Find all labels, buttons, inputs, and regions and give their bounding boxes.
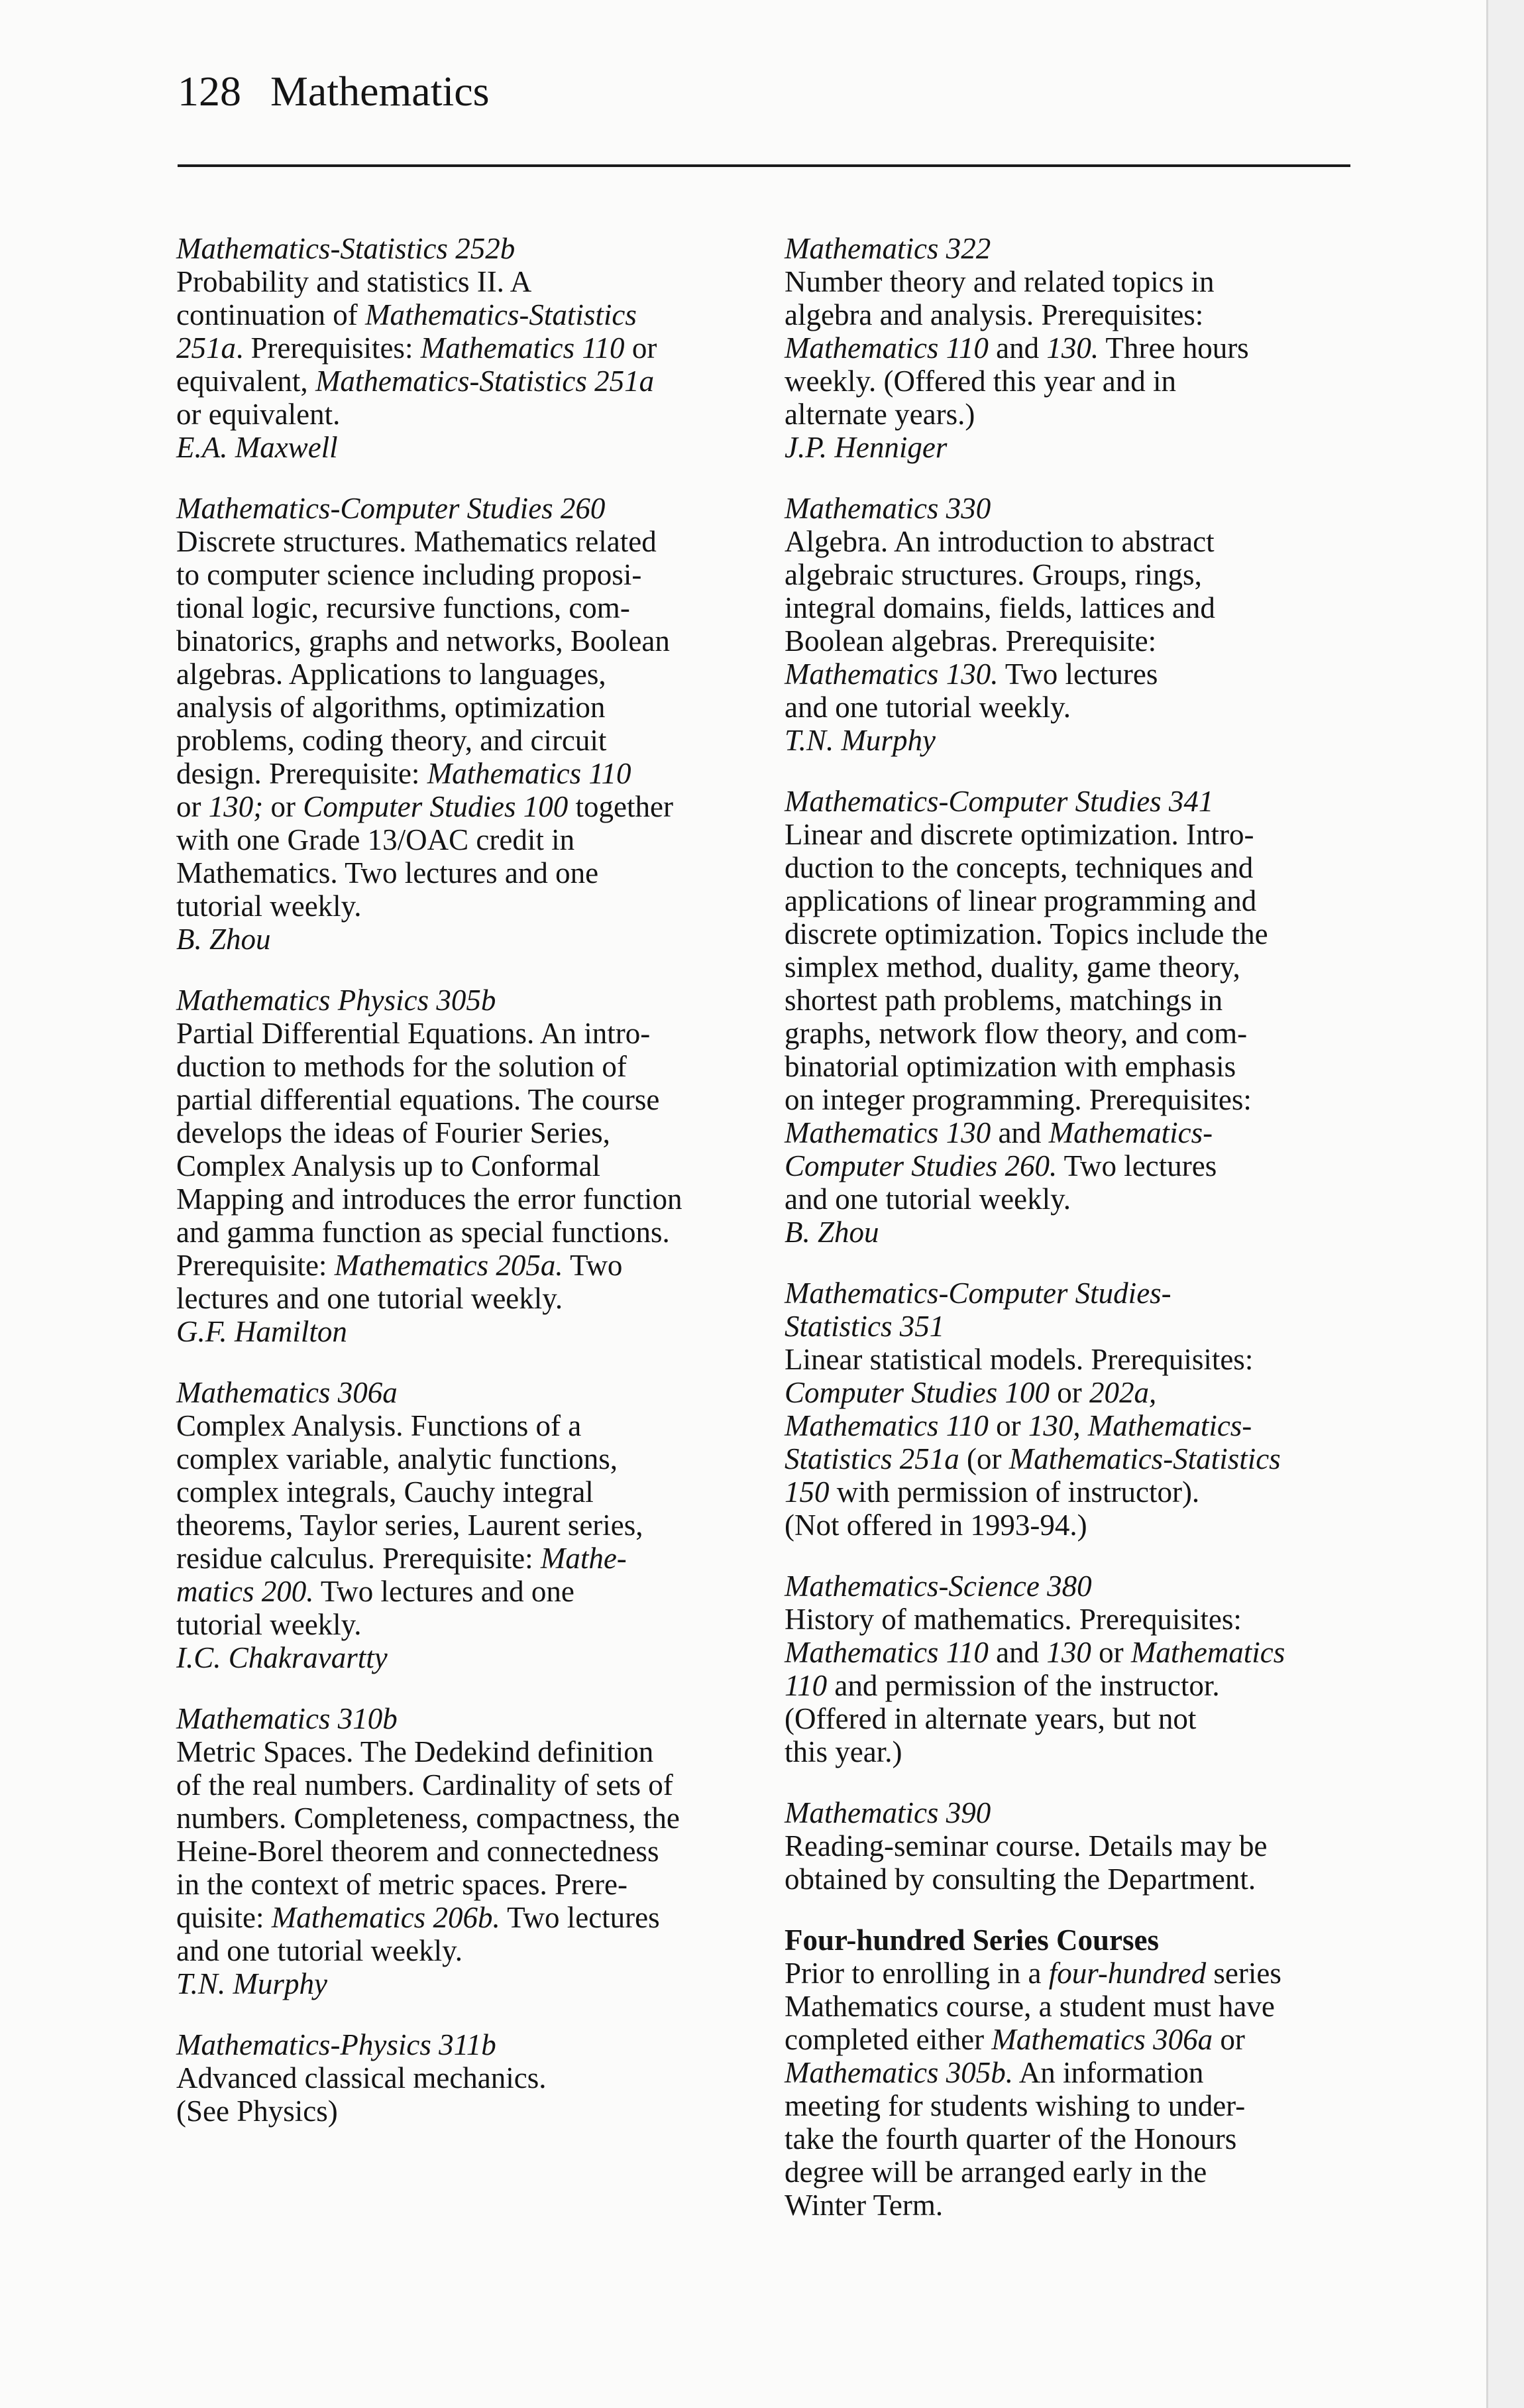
course-title: Mathematics 330 [785,492,991,525]
text-line [176,1575,746,1608]
course-title: Mathematics 322 [785,232,991,265]
text-run: Mathematics course, a student must have [785,1990,1275,2023]
text-line [176,1509,746,1542]
text-line [176,691,746,724]
course-description [176,1735,746,1967]
text-line [785,558,1354,591]
text-run: and [988,331,1047,365]
text-line [785,1050,1354,1083]
text-run: Partial Differential Equations. An intro- [176,1017,651,1050]
text-run: integral domains, fields, lattices and [785,591,1215,624]
text-line [785,2056,1354,2089]
italic-reference: Mathematics 110 [427,757,631,790]
text-run: equivalent, [176,365,315,398]
text-run: Two lectures and one [313,1575,574,1608]
text-line [176,889,746,923]
text-run: simplex method, duality, game theory, [785,950,1240,984]
course-instructor: T.N. Murphy [785,724,936,757]
text-run: tutorial weekly. [176,889,362,923]
text-run: continuation of [176,298,365,331]
course-entry [176,1702,746,2000]
section-body [785,1957,1354,2222]
text-run: and one tutorial weekly. [785,691,1071,724]
text-run: and one tutorial weekly. [176,1934,463,1967]
text-run: Boolean algebras. Prerequisite: [785,624,1157,658]
text-run: quisite: [176,1901,272,1934]
course-description [176,1409,746,1641]
text-line [785,818,1354,851]
text-run: Discrete structures. Mathematics related [176,525,657,558]
italic-reference: four-hundred [1048,1957,1207,1990]
right-column [785,232,1354,2250]
text-line [785,1603,1354,1636]
italic-reference: Mathematics-Statistics 251a [315,365,655,398]
course-description [176,265,746,431]
text-run: discrete optimization. Topics include the [785,917,1268,950]
section-heading: Four-hundred Series Courses [785,1923,1160,1957]
text-run: applications of linear programming and [785,884,1257,917]
italic-reference: Computer Studies 260. [785,1149,1058,1182]
text-run: series [1206,1957,1281,1990]
text-line [176,658,746,691]
text-line [785,1475,1354,1509]
course-entry [176,2028,746,2128]
text-line [785,624,1354,658]
course-entry [176,1376,746,1674]
text-run: and gamma function as special functions. [176,1216,670,1249]
italic-reference: Mathematics 110 [785,331,989,365]
text-run: duction to methods for the solution of [176,1050,627,1083]
text-run: tutorial weekly. [176,1608,362,1641]
text-run: take the fourth quarter of the Honours [785,2122,1237,2155]
text-line [176,1901,746,1934]
text-run: or [1050,1376,1089,1409]
text-run: complex variable, analytic functions, [176,1442,618,1475]
text-run: (Offered in alternate years, but not [785,1702,1197,1735]
text-line [785,984,1354,1017]
course-title: Mathematics-Computer Studies- Statistics 351 [785,1277,1171,1343]
text-run: Prerequisite: [176,1249,335,1282]
text-line [176,1735,746,1768]
text-run: Advanced classical mechanics. [176,2061,547,2094]
text-line [176,823,746,856]
text-run: on integer programming. Prerequisites: [785,1083,1252,1116]
course-entry [785,1277,1354,1542]
text-run: Linear statistical models. Prerequisites: [785,1343,1254,1376]
text-line [176,1768,746,1802]
left-column [176,232,746,2155]
course-description [785,525,1354,724]
italic-reference: Mathematics 110 [420,331,625,365]
course-entry [785,232,1354,464]
text-run: obtained by consulting the Department. [785,1863,1256,1896]
text-line [785,1017,1354,1050]
text-line [176,365,746,398]
italic-reference: matics 200. [176,1575,314,1608]
text-run: (or [959,1442,1009,1475]
text-line [785,917,1354,950]
text-line [785,884,1354,917]
text-line [785,1829,1354,1863]
text-line [176,2094,746,2128]
text-line [785,1509,1354,1542]
italic-reference: 150 [785,1475,830,1509]
text-run: Three hours [1099,331,1249,365]
course-entry [785,1796,1354,1896]
text-line [176,1249,746,1282]
text-line [176,265,746,298]
text-line [176,1608,746,1641]
text-line [785,1990,1354,2023]
text-line [785,591,1354,624]
text-run: Complex Analysis. Functions of a [176,1409,582,1442]
text-line [176,1050,746,1083]
text-line [785,1735,1354,1768]
text-run: Two [563,1249,623,1282]
text-run: in the context of metric spaces. Prere- [176,1868,627,1901]
text-line [785,851,1354,884]
text-run: Linear and discrete optimization. Intro- [785,818,1254,851]
italic-reference: Mathematics 110 [785,1636,989,1669]
text-line [176,724,746,757]
text-run: Heine-Borel theorem and connectedness [176,1835,659,1868]
text-run: Two lectures [1057,1149,1217,1182]
italic-reference: 110 [785,1669,828,1702]
course-title: Mathematics-Science 380 [785,1570,1092,1603]
text-run: weekly. (Offered this year and in [785,365,1177,398]
text-run: or [988,1409,1028,1442]
text-line [176,1083,746,1116]
text-line [785,1343,1354,1376]
text-run: or [1091,1636,1131,1669]
course-instructor: T.N. Murphy [176,1967,327,2000]
text-line [176,1182,746,1216]
page-header [178,70,490,113]
text-run: complex integrals, Cauchy integral [176,1475,594,1509]
text-line [785,1376,1354,1409]
text-run: to computer science including proposi- [176,558,642,591]
text-run: algebraic structures. Groups, rings, [785,558,1202,591]
text-line [785,950,1354,984]
course-description [785,265,1354,431]
course-description [785,1343,1354,1542]
text-line [176,757,746,790]
text-line [785,365,1354,398]
text-line [176,558,746,591]
course-description [176,525,746,923]
text-line [785,658,1354,691]
course-title: Mathematics 310b [176,1702,398,1735]
text-line [785,1083,1354,1116]
text-run: completed either [785,2023,992,2056]
text-line [176,1442,746,1475]
text-run: and permission of the instructor. [827,1669,1220,1702]
course-instructor: G.F. Hamilton [176,1315,347,1348]
text-line [176,790,746,823]
text-run: . Prerequisites: [236,331,421,365]
italic-reference: 130 [1046,1636,1091,1669]
text-line [785,525,1354,558]
page-number: 128 [178,68,241,115]
text-line [176,1835,746,1868]
text-run: Winter Term. [785,2189,944,2222]
header-rule [178,164,1350,167]
text-run: and one tutorial weekly. [785,1182,1071,1216]
course-description [176,2061,746,2128]
text-line [785,2023,1354,2056]
text-line [785,331,1354,365]
text-run: Metric Spaces. The Dedekind definition [176,1735,654,1768]
italic-reference: 130, Mathematics- [1028,1409,1252,1442]
course-description [176,1017,746,1315]
course-description [785,1829,1354,1896]
text-run: of the real numbers. Cardinality of sets of [176,1768,673,1802]
course-entry [176,232,746,464]
text-line [785,1702,1354,1735]
text-line [176,1116,746,1149]
text-run: Mapping and introduces the error function [176,1182,682,1216]
text-run: together [568,790,673,823]
text-run: (Not offered in 1993-94.) [785,1509,1087,1542]
course-description [785,818,1354,1216]
text-run: with permission of instructor). [829,1475,1200,1509]
text-line [785,1182,1354,1216]
text-run: Prior to enrolling in a [785,1957,1049,1990]
text-line [176,1282,746,1315]
text-line [176,2061,746,2094]
text-line [176,1934,746,1967]
text-line [176,525,746,558]
text-run: Number theory and related topics in [785,265,1215,298]
course-instructor: J.P. Henniger [785,431,948,464]
text-line [176,1149,746,1182]
italic-reference: Mathematics 206b. [271,1901,500,1934]
text-line [785,1116,1354,1149]
course-title: Mathematics-Computer Studies 260 [176,492,606,525]
italic-reference: Computer Studies 100 [303,790,569,823]
text-line [785,1863,1354,1896]
text-line [176,856,746,889]
text-line [176,331,746,365]
text-line [785,1149,1354,1182]
course-title: Mathematics-Physics 311b [176,2028,496,2061]
italic-reference: 130. [1046,331,1099,365]
italic-reference: Mathematics-Statistics [1008,1442,1281,1475]
text-line [176,1475,746,1509]
text-run: Complex Analysis up to Conformal [176,1149,600,1182]
text-run: (See Physics) [176,2094,338,2128]
text-run: and [988,1636,1047,1669]
text-run: lectures and one tutorial weekly. [176,1282,563,1315]
italic-reference: Mathematics 130 [785,1116,991,1149]
text-line [176,398,746,431]
course-instructor: I.C. Chakravartty [176,1641,388,1674]
italic-reference: Mathematics-Statistics [364,298,637,331]
text-run: and [991,1116,1049,1149]
page-title: Mathematics [270,68,490,115]
text-run: binatorial optimization with emphasis [785,1050,1236,1083]
course-title: Mathematics 306a [176,1376,398,1409]
text-run: numbers. Completeness, compactness, the [176,1802,680,1835]
four-hundred-section [785,1923,1354,2222]
italic-reference: 251a [176,331,236,365]
course-title: Mathematics Physics 305b [176,984,496,1017]
text-run: graphs, network flow theory, and com- [785,1017,1248,1050]
italic-reference: Mathematics 305b. [785,2056,1013,2089]
text-run: or [176,790,209,823]
italic-reference: Mathematics 306a [991,2023,1213,2056]
text-run: develops the ideas of Fourier Series, [176,1116,610,1149]
text-run: with one Grade 13/OAC credit in [176,823,575,856]
italic-reference: Mathematics 130. [785,658,999,691]
text-line [176,1409,746,1442]
italic-reference: Mathe- [540,1542,627,1575]
text-line [176,1868,746,1901]
text-run: theorems, Taylor series, Laurent series, [176,1509,643,1542]
text-run: Mathematics. Two lectures and one [176,856,599,889]
text-run: partial differential equations. The course [176,1083,660,1116]
italic-reference: Statistics 251a [785,1442,959,1475]
course-title: Mathematics-Computer Studies 341 [785,785,1214,818]
text-line [785,2122,1354,2155]
text-line [785,1409,1354,1442]
text-run: alternate years.) [785,398,975,431]
text-line [785,691,1354,724]
text-run: residue calculus. Prerequisite: [176,1542,541,1575]
text-line [176,1017,746,1050]
italic-reference: 202a, [1089,1376,1157,1409]
text-run: problems, coding theory, and circuit [176,724,607,757]
italic-reference: Mathematics- [1048,1116,1213,1149]
text-line [176,624,746,658]
text-run: shortest path problems, matchings in [785,984,1223,1017]
text-run: Two lectures [998,658,1158,691]
text-line [176,591,746,624]
text-line [785,2189,1354,2222]
course-entry [785,492,1354,757]
text-run: or [624,331,657,365]
text-line [176,1542,746,1575]
course-instructor: B. Zhou [176,923,271,956]
course-instructor: E.A. Maxwell [176,431,338,464]
course-title: Mathematics-Statistics 252b [176,232,516,265]
course-instructor: B. Zhou [785,1216,879,1249]
text-run: algebras. Applications to languages, [176,658,606,691]
text-line [785,265,1354,298]
text-run: duction to the concepts, techniques and [785,851,1254,884]
text-run: History of mathematics. Prerequisites: [785,1603,1242,1636]
text-line [785,2155,1354,2189]
italic-reference: 130; [208,790,264,823]
text-run: design. Prerequisite: [176,757,427,790]
text-line [785,298,1354,331]
text-run: binatorics, graphs and networks, Boolean [176,624,670,658]
text-run: or [263,790,303,823]
text-run: An information [1012,2056,1204,2089]
text-line [176,298,746,331]
italic-reference: Mathematics 205a. [334,1249,563,1282]
course-entry [785,1570,1354,1768]
italic-reference: Mathematics [1130,1636,1285,1669]
text-run: degree will be arranged early in the [785,2155,1207,2189]
text-line [785,1957,1354,1990]
text-run: this year.) [785,1735,902,1768]
text-run: algebra and analysis. Prerequisites: [785,298,1204,331]
text-run: Algebra. An introduction to abstract [785,525,1215,558]
text-run: meeting for students wishing to under- [785,2089,1246,2122]
text-run: analysis of algorithms, optimization [176,691,606,724]
text-line [176,1802,746,1835]
text-line [785,2089,1354,2122]
text-run: tional logic, recursive functions, com- [176,591,630,624]
text-line [785,398,1354,431]
course-entry [785,785,1354,1249]
text-run: or [1213,2023,1245,2056]
text-run: or equivalent. [176,398,341,431]
course-entry [176,492,746,956]
italic-reference: Mathematics 110 [785,1409,989,1442]
course-description [785,1603,1354,1768]
text-run: Probability and statistics II. A [176,265,532,298]
italic-reference: Computer Studies 100 [785,1376,1050,1409]
text-run: Two lectures [500,1901,660,1934]
text-run: Reading-seminar course. Details may be [785,1829,1268,1863]
course-entry [176,984,746,1348]
text-line [785,1636,1354,1669]
text-line [785,1442,1354,1475]
course-title: Mathematics 390 [785,1796,991,1829]
text-line [176,1216,746,1249]
text-line [785,1669,1354,1702]
